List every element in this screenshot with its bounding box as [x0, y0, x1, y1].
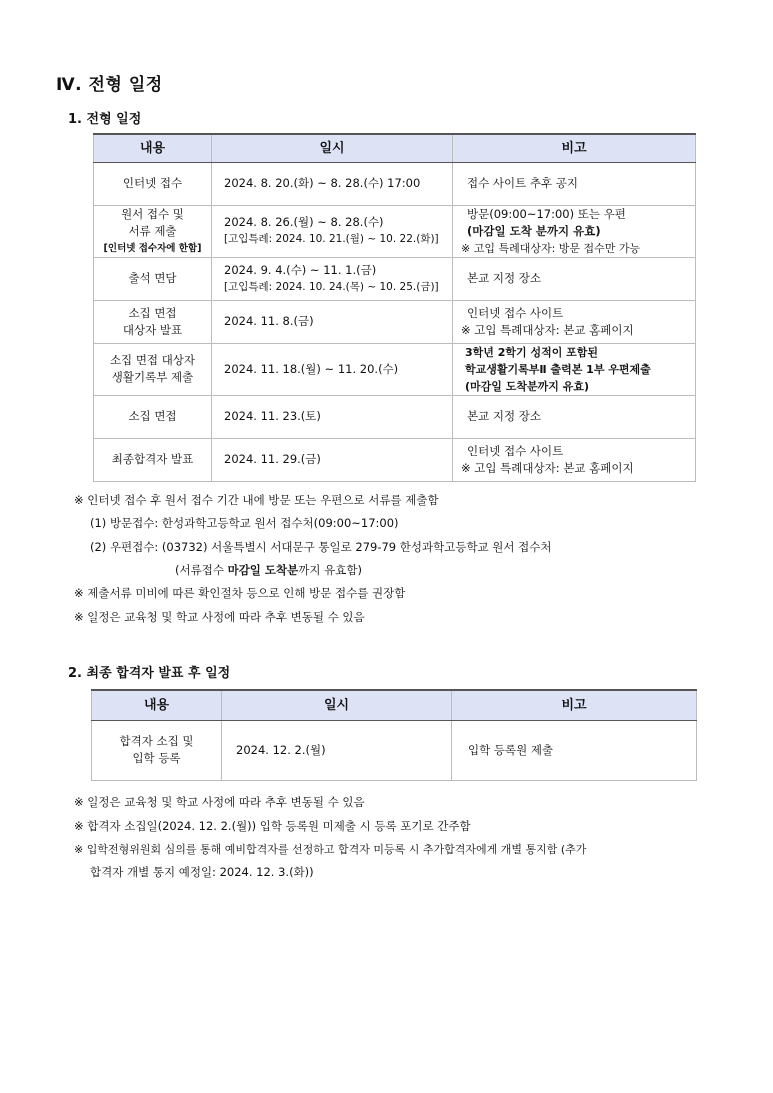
- post-announcement-table: [91, 689, 697, 781]
- table-row: [94, 438, 696, 481]
- table-row: [94, 300, 696, 343]
- cell-note: 본교 지정 장소: [453, 257, 696, 300]
- table-row: [94, 257, 696, 300]
- cell-content: 소집 면접 대상자 생활기록부 제출: [94, 343, 212, 395]
- section-title: Ⅳ. 전형 일정: [56, 75, 163, 95]
- cell-date: 2024. 12. 2.(월): [222, 720, 452, 780]
- cell-note: 입학 등록원 제출: [452, 720, 697, 780]
- cell-note: 3학년 2학기 성적이 포함된 학교생활기록부Ⅱ 출력본 1부 우편제출 (마감일 도착분까지 유효): [453, 343, 696, 395]
- note-text: ※ 입학전형위원회 심의를 통해 예비합격자를 선정하고 합격자 미등록 시 추가합격자에게 개별 통지함 (추가: [74, 843, 587, 856]
- note-text: 합격자 개별 통지 예정일: 2024. 12. 3.(화)): [90, 865, 314, 879]
- header-date: 일시: [222, 690, 452, 720]
- cell-date: 2024. 11. 29.(금): [212, 438, 453, 481]
- cell-note: 인터넷 접수 사이트 ※ 고입 특례대상자: 본교 홈페이지: [453, 438, 696, 481]
- cell-date: 2024. 11. 23.(토): [212, 395, 453, 438]
- cell-content: 원서 접수 및 서류 제출 [인터넷 접수자에 한함]: [94, 205, 212, 257]
- header-date: 일시: [212, 134, 453, 162]
- table-header-row: [94, 134, 696, 162]
- cell-date: 2024. 8. 20.(화) ~ 8. 28.(수) 17:00: [212, 162, 453, 205]
- note-text: ※ 일정은 교육청 및 학교 사정에 따라 추후 변동될 수 있음: [74, 610, 365, 624]
- note-text: ※ 인터넷 접수 후 원서 접수 기간 내에 방문 또는 우편으로 서류를 제출함: [74, 493, 439, 507]
- header-content: 내용: [94, 134, 212, 162]
- cell-note: 방문(09:00~17:00) 또는 우편 (마감일 도착 분까지 유효) ※ 고입 특례대상자: 방문 접수만 가능: [453, 205, 696, 257]
- cell-date: 2024. 11. 8.(금): [212, 300, 453, 343]
- schedule-table: [93, 133, 696, 482]
- cell-content: 출석 면담: [94, 257, 212, 300]
- cell-content: 인터넷 접수: [94, 162, 212, 205]
- header-note: 비고: [452, 690, 697, 720]
- cell-date: 2024. 11. 18.(월) ~ 11. 20.(수): [212, 343, 453, 395]
- table-row: [92, 720, 697, 780]
- subsection-title-after-announcement: 2. 최종 합격자 발표 후 일정: [68, 666, 231, 681]
- cell-note: 인터넷 접수 사이트 ※ 고입 특례대상자: 본교 홈페이지: [453, 300, 696, 343]
- note-text: ※ 일정은 교육청 및 학교 사정에 따라 추후 변동될 수 있음: [74, 795, 365, 809]
- cell-date: 2024. 9. 4.(수) ~ 11. 1.(금) [고입특례: 2024. 10. 24.(목) ~ 10. 25.(금)]: [212, 257, 453, 300]
- header-note: 비고: [453, 134, 696, 162]
- table-row: [94, 205, 696, 257]
- subsection-title-schedule: 1. 전형 일정: [68, 112, 142, 127]
- cell-note: 접수 사이트 추후 공지: [453, 162, 696, 205]
- table-row: [94, 395, 696, 438]
- note-text: (2) 우편접수: (03732) 서울특별시 서대문구 통일로 279-79 한성과학고등학교 원서 접수처: [90, 540, 552, 554]
- table-row: [94, 343, 696, 395]
- note-text: (서류접수 마감일 도착분까지 유효함): [175, 563, 362, 577]
- table-header-row: [92, 690, 697, 720]
- note-text: (1) 방문접수: 한성과학고등학교 원서 접수처(09:00~17:00): [90, 516, 399, 530]
- header-content: 내용: [92, 690, 222, 720]
- note-text: ※ 합격자 소집일(2024. 12. 2.(월)) 입학 등록원 미제출 시 등록 포기로 간주함: [74, 819, 471, 833]
- note-text: ※ 제출서류 미비에 따른 확인절차 등으로 인해 방문 접수를 권장함: [74, 586, 406, 600]
- cell-content: 소집 면접 대상자 발표: [94, 300, 212, 343]
- cell-content: 합격자 소집 및 입학 등록: [92, 720, 222, 780]
- cell-note: 본교 지정 장소: [453, 395, 696, 438]
- cell-content: 소집 면접: [94, 395, 212, 438]
- table-row: [94, 162, 696, 205]
- cell-content: 최종합격자 발표: [94, 438, 212, 481]
- cell-date: 2024. 8. 26.(월) ~ 8. 28.(수) [고입특례: 2024. 10. 21.(월) ~ 10. 22.(화)]: [212, 205, 453, 257]
